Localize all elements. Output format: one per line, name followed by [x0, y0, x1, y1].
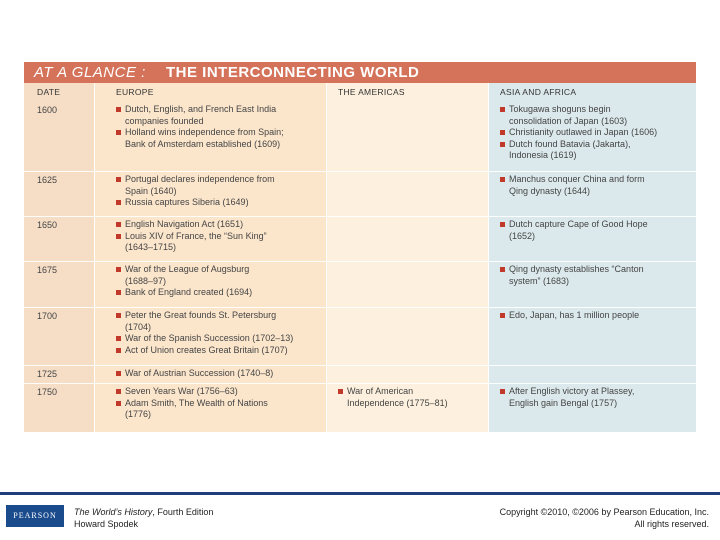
event-line	[116, 231, 267, 243]
footer-copyright	[500, 506, 709, 530]
event-line	[116, 287, 252, 299]
event-line	[116, 409, 268, 421]
event-line	[500, 186, 645, 198]
europe-cell	[116, 386, 268, 421]
square-bullet-icon	[116, 348, 121, 353]
event-line	[116, 197, 275, 209]
event-text: companies founded	[125, 115, 204, 126]
americas-cell	[338, 386, 448, 409]
europe-cell	[116, 368, 273, 380]
column-divider	[326, 83, 327, 432]
event-text: Dutch capture Cape of Good Hope	[509, 219, 648, 229]
event-line	[500, 310, 639, 322]
square-bullet-icon	[500, 142, 505, 147]
book-title: The World’s History	[74, 507, 153, 517]
table-title-prefix: AT A GLANCE :	[34, 64, 146, 81]
footer-rule	[0, 492, 720, 495]
event-text: Dutch found Batavia (Jakarta),	[509, 138, 631, 149]
row-divider	[24, 307, 696, 308]
book-edition: , Fourth Edition	[152, 507, 214, 517]
event-text: (1776)	[125, 409, 152, 420]
event-text: Edo, Japan, has 1 million people	[509, 310, 640, 320]
event-line	[500, 127, 657, 139]
event-text: War of Austrian Succession (1740–8)	[125, 368, 274, 378]
square-bullet-icon	[500, 107, 505, 112]
book-title-line	[74, 506, 213, 518]
europe-cell	[116, 219, 267, 254]
event-line	[500, 104, 657, 116]
square-bullet-icon	[116, 371, 121, 376]
square-bullet-icon	[500, 389, 505, 394]
row-divider	[24, 261, 696, 262]
square-bullet-icon	[500, 222, 505, 227]
event-line	[500, 231, 648, 243]
event-text: Tokugawa shoguns begin	[509, 104, 611, 114]
header-europe: EUROPE	[116, 87, 154, 97]
event-text: Bank of England created (1694)	[125, 287, 253, 298]
event-text: consolidation of Japan (1603)	[509, 115, 628, 126]
event-text: War of the Spanish Succession (1702–13)	[125, 333, 294, 344]
event-line	[116, 345, 293, 357]
event-text: Spain (1640)	[125, 185, 177, 196]
event-text: Seven Years War (1756–63)	[125, 386, 238, 396]
event-line	[500, 174, 645, 186]
event-text: Adam Smith, The Wealth of Nations	[125, 397, 268, 408]
event-line	[116, 219, 267, 231]
table-title-bar	[24, 62, 696, 83]
asia-cell	[500, 104, 657, 162]
square-bullet-icon	[116, 200, 121, 205]
row-date: 1625	[37, 175, 58, 185]
header-date: DATE	[37, 87, 61, 97]
event-line	[116, 127, 284, 139]
event-line	[500, 150, 657, 162]
asia-cell	[500, 386, 634, 409]
square-bullet-icon	[116, 234, 121, 239]
event-text: English Navigation Act (1651)	[125, 219, 244, 229]
event-text: War of the League of Augsburg	[125, 264, 250, 274]
event-text: Act of Union creates Great Britain (1707)	[125, 344, 288, 355]
event-line	[500, 219, 648, 231]
event-line	[116, 242, 267, 254]
square-bullet-icon	[116, 267, 121, 272]
event-line	[116, 322, 293, 334]
row-divider	[24, 365, 696, 366]
event-text: system” (1683)	[509, 275, 570, 286]
event-line	[116, 276, 252, 288]
event-text: Dutch, English, and French East India	[125, 104, 277, 114]
asia-cell	[500, 310, 639, 322]
square-bullet-icon	[500, 267, 505, 272]
row-divider	[24, 216, 696, 217]
event-line	[500, 116, 657, 128]
event-text: Portugal declares independence from	[125, 174, 275, 184]
row-date: 1725	[37, 369, 58, 379]
event-line	[116, 333, 293, 345]
event-text: (1704)	[125, 321, 152, 332]
event-text: Bank of Amsterdam established (1609)	[125, 138, 281, 149]
event-text: Peter the Great founds St. Petersburg	[125, 310, 277, 320]
row-date: 1700	[37, 311, 58, 321]
square-bullet-icon	[116, 336, 121, 341]
event-text: Christianity outlawed in Japan (1606)	[509, 127, 658, 138]
event-text: Manchus conquer China and form	[509, 174, 645, 184]
europe-cell	[116, 264, 252, 299]
event-text: English gain Bengal (1757)	[509, 397, 618, 408]
column-divider	[94, 83, 95, 432]
asia-cell	[500, 264, 644, 287]
event-text: War of American	[347, 386, 414, 396]
event-text: Holland wins independence from Spain;	[125, 127, 284, 138]
square-bullet-icon	[116, 107, 121, 112]
event-line	[116, 186, 275, 198]
square-bullet-icon	[500, 130, 505, 135]
square-bullet-icon	[338, 389, 343, 394]
pearson-logo-text: PEARSON	[13, 511, 57, 520]
event-line	[116, 139, 284, 151]
europe-cell	[116, 104, 284, 150]
table-title: THE INTERCONNECTING WORLD	[166, 64, 420, 81]
date-column-bg	[24, 83, 94, 432]
square-bullet-icon	[500, 313, 505, 318]
event-line	[116, 368, 273, 380]
row-date: 1675	[37, 265, 58, 275]
asia-cell	[500, 174, 645, 197]
row-date: 1750	[37, 387, 58, 397]
event-text: (1652)	[509, 230, 536, 241]
event-line	[116, 174, 275, 186]
at-a-glance-table	[24, 62, 696, 432]
square-bullet-icon	[116, 401, 121, 406]
event-text: Independence (1775–81)	[347, 397, 448, 408]
event-line	[500, 276, 644, 288]
event-line	[500, 139, 657, 151]
asia-cell	[500, 219, 648, 242]
copyright-text: Copyright ©2010, ©2006 by Pearson Education, Inc.	[499, 507, 709, 517]
event-line	[116, 264, 252, 276]
header-americas: THE AMERICAS	[338, 87, 405, 97]
row-divider	[24, 171, 696, 172]
event-text: Indonesia (1619)	[509, 150, 577, 161]
event-line	[116, 310, 293, 322]
event-text: Qing dynasty (1644)	[509, 185, 591, 196]
event-line	[116, 104, 284, 116]
event-line	[500, 398, 634, 410]
column-divider	[488, 83, 489, 432]
event-line	[116, 386, 268, 398]
americas-column-bg	[326, 83, 488, 432]
europe-cell	[116, 310, 293, 356]
europe-cell	[116, 174, 275, 209]
pearson-logo	[6, 505, 64, 527]
square-bullet-icon	[116, 290, 121, 295]
square-bullet-icon	[116, 222, 121, 227]
rights-text: All rights reserved.	[634, 519, 709, 529]
event-line	[500, 264, 644, 276]
event-text: Russia captures Siberia (1649)	[125, 197, 249, 208]
event-line	[338, 398, 448, 410]
square-bullet-icon	[116, 313, 121, 318]
event-text: After English victory at Plassey,	[509, 386, 635, 396]
event-line	[116, 116, 284, 128]
row-date: 1600	[37, 105, 58, 115]
event-line	[338, 386, 448, 398]
square-bullet-icon	[500, 177, 505, 182]
row-divider	[24, 383, 696, 384]
event-text: Louis XIV of France, the “Sun King”	[125, 230, 267, 241]
row-date: 1650	[37, 220, 58, 230]
book-author: Howard Spodek	[74, 519, 139, 529]
header-asia-africa: ASIA AND AFRICA	[500, 87, 577, 97]
footer-book-info	[74, 506, 213, 530]
event-text: Qing dynasty establishes “Canton	[509, 264, 644, 274]
event-text: (1688–97)	[125, 275, 167, 286]
event-text: (1643–1715)	[125, 242, 177, 253]
event-line	[500, 386, 634, 398]
event-line	[116, 398, 268, 410]
square-bullet-icon	[116, 177, 121, 182]
square-bullet-icon	[116, 130, 121, 135]
square-bullet-icon	[116, 389, 121, 394]
